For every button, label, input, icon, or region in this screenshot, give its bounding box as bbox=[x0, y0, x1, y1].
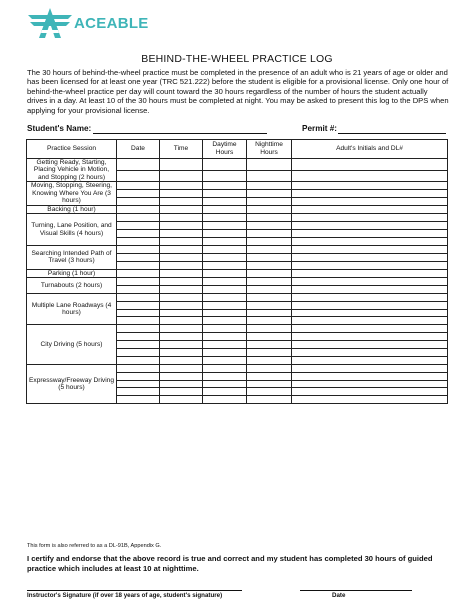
daytime-hours-cell[interactable] bbox=[203, 396, 247, 404]
log-row bbox=[27, 245, 448, 253]
initials-cell[interactable] bbox=[292, 182, 448, 190]
daytime-hours-cell[interactable] bbox=[203, 159, 247, 171]
practice-log-table bbox=[26, 139, 448, 404]
date-cell[interactable] bbox=[117, 364, 160, 372]
date-cell[interactable] bbox=[117, 348, 160, 356]
daytime-hours-cell[interactable] bbox=[203, 222, 247, 230]
daytime-hours-cell[interactable] bbox=[203, 380, 247, 388]
initials-cell[interactable] bbox=[292, 159, 448, 171]
column-header-time: Time bbox=[160, 140, 203, 159]
log-row bbox=[27, 269, 448, 277]
initials-cell[interactable] bbox=[292, 253, 448, 261]
date-cell[interactable] bbox=[117, 170, 160, 182]
time-cell[interactable] bbox=[160, 182, 203, 190]
date-cell[interactable] bbox=[117, 237, 160, 245]
nighttime-hours-cell[interactable] bbox=[247, 170, 292, 182]
date-cell[interactable] bbox=[117, 388, 160, 396]
initials-cell[interactable] bbox=[292, 198, 448, 206]
log-row bbox=[27, 214, 448, 222]
student-name-label: Student's Name: bbox=[27, 124, 92, 133]
time-cell[interactable] bbox=[160, 190, 203, 198]
date-cell[interactable] bbox=[117, 222, 160, 230]
date-label: Date bbox=[332, 592, 346, 599]
daytime-hours-cell[interactable] bbox=[203, 348, 247, 356]
log-row bbox=[27, 182, 448, 190]
date-cell[interactable] bbox=[117, 230, 160, 238]
date-cell[interactable] bbox=[117, 396, 160, 404]
nighttime-hours-cell[interactable] bbox=[247, 222, 292, 230]
practice-log-body bbox=[27, 159, 448, 404]
nighttime-hours-cell[interactable] bbox=[247, 388, 292, 396]
signature-line[interactable] bbox=[27, 590, 242, 591]
nighttime-hours-cell[interactable] bbox=[247, 309, 292, 317]
nighttime-hours-cell[interactable] bbox=[247, 364, 292, 372]
nighttime-hours-cell[interactable] bbox=[247, 261, 292, 269]
initials-cell[interactable] bbox=[292, 222, 448, 230]
column-header-session: Practice Session bbox=[27, 140, 117, 159]
nighttime-hours-cell[interactable] bbox=[247, 237, 292, 245]
permit-label: Permit #: bbox=[302, 124, 338, 133]
date-cell[interactable] bbox=[117, 317, 160, 325]
date-cell[interactable] bbox=[117, 301, 160, 309]
date-cell[interactable] bbox=[117, 277, 160, 285]
aceable-logo-icon bbox=[28, 8, 72, 38]
brand-name: ACEABLE bbox=[74, 14, 149, 32]
nighttime-hours-cell[interactable] bbox=[247, 198, 292, 206]
time-cell[interactable] bbox=[160, 285, 203, 293]
time-cell[interactable] bbox=[160, 309, 203, 317]
time-cell[interactable] bbox=[160, 198, 203, 206]
time-cell[interactable] bbox=[160, 348, 203, 356]
daytime-hours-cell[interactable] bbox=[203, 269, 247, 277]
daytime-hours-cell[interactable] bbox=[203, 301, 247, 309]
daytime-hours-cell[interactable] bbox=[203, 277, 247, 285]
initials-cell[interactable] bbox=[292, 170, 448, 182]
time-cell[interactable] bbox=[160, 222, 203, 230]
date-cell[interactable] bbox=[117, 293, 160, 301]
time-cell[interactable] bbox=[160, 333, 203, 341]
initials-cell[interactable] bbox=[292, 388, 448, 396]
daytime-hours-cell[interactable] bbox=[203, 317, 247, 325]
date-cell[interactable] bbox=[117, 285, 160, 293]
date-cell[interactable] bbox=[117, 253, 160, 261]
nighttime-hours-cell[interactable] bbox=[247, 277, 292, 285]
time-cell[interactable] bbox=[160, 301, 203, 309]
nighttime-hours-cell[interactable] bbox=[247, 230, 292, 238]
time-cell[interactable] bbox=[160, 356, 203, 364]
time-cell[interactable] bbox=[160, 245, 203, 253]
time-cell[interactable] bbox=[160, 372, 203, 380]
daytime-hours-cell[interactable] bbox=[203, 285, 247, 293]
initials-cell[interactable] bbox=[292, 372, 448, 380]
time-cell[interactable] bbox=[160, 325, 203, 333]
initials-cell[interactable] bbox=[292, 380, 448, 388]
initials-cell[interactable] bbox=[292, 261, 448, 269]
initials-cell[interactable] bbox=[292, 269, 448, 277]
initials-cell[interactable] bbox=[292, 364, 448, 372]
daytime-hours-cell[interactable] bbox=[203, 214, 247, 222]
nighttime-hours-cell[interactable] bbox=[247, 285, 292, 293]
log-row bbox=[27, 364, 448, 372]
certification-statement: I certify and endorse that the above record is true and correct and my student has completed 30 hours of guided practice which includes at least 10 at nighttime. bbox=[27, 554, 433, 573]
initials-cell[interactable] bbox=[292, 285, 448, 293]
initials-cell[interactable] bbox=[292, 333, 448, 341]
initials-cell[interactable] bbox=[292, 230, 448, 238]
date-cell[interactable] bbox=[117, 182, 160, 190]
time-cell[interactable] bbox=[160, 396, 203, 404]
time-cell[interactable] bbox=[160, 205, 203, 213]
nighttime-hours-cell[interactable] bbox=[247, 245, 292, 253]
time-cell[interactable] bbox=[160, 293, 203, 301]
session-label: Expressway/Freeway Driving (5 hours) bbox=[27, 364, 117, 403]
session-label: Turnabouts (2 hours) bbox=[27, 277, 117, 293]
initials-cell[interactable] bbox=[292, 190, 448, 198]
session-label: Getting Ready, Starting, Placing Vehicle in Motion, and Stopping (2 hours) bbox=[27, 159, 117, 182]
form-footnote: This form is also referred to as a DL-91B, Appendix G. bbox=[27, 543, 162, 549]
log-row bbox=[27, 159, 448, 171]
time-cell[interactable] bbox=[160, 261, 203, 269]
nighttime-hours-cell[interactable] bbox=[247, 333, 292, 341]
time-cell[interactable] bbox=[160, 388, 203, 396]
initials-cell[interactable] bbox=[292, 356, 448, 364]
nighttime-hours-cell[interactable] bbox=[247, 159, 292, 171]
daytime-hours-cell[interactable] bbox=[203, 388, 247, 396]
daytime-hours-cell[interactable] bbox=[203, 205, 247, 213]
session-label: Multiple Lane Roadways (4 hours) bbox=[27, 293, 117, 325]
initials-cell[interactable] bbox=[292, 237, 448, 245]
nighttime-hours-cell[interactable] bbox=[247, 205, 292, 213]
nighttime-hours-cell[interactable] bbox=[247, 396, 292, 404]
log-row bbox=[27, 293, 448, 301]
nighttime-hours-cell[interactable] bbox=[247, 269, 292, 277]
student-name-field[interactable] bbox=[93, 133, 267, 134]
date-cell[interactable] bbox=[117, 372, 160, 380]
date-line[interactable] bbox=[300, 590, 412, 591]
date-cell[interactable] bbox=[117, 341, 160, 349]
daytime-hours-cell[interactable] bbox=[203, 309, 247, 317]
session-label: Backing (1 hour) bbox=[27, 205, 117, 213]
daytime-hours-cell[interactable] bbox=[203, 190, 247, 198]
date-cell[interactable] bbox=[117, 333, 160, 341]
date-cell[interactable] bbox=[117, 198, 160, 206]
time-cell[interactable] bbox=[160, 380, 203, 388]
time-cell[interactable] bbox=[160, 341, 203, 349]
nighttime-hours-cell[interactable] bbox=[247, 253, 292, 261]
column-header-daytime: Daytime Hours bbox=[203, 140, 247, 159]
date-cell[interactable] bbox=[117, 269, 160, 277]
daytime-hours-cell[interactable] bbox=[203, 341, 247, 349]
initials-cell[interactable] bbox=[292, 214, 448, 222]
daytime-hours-cell[interactable] bbox=[203, 170, 247, 182]
initials-cell[interactable] bbox=[292, 341, 448, 349]
time-cell[interactable] bbox=[160, 159, 203, 171]
initials-cell[interactable] bbox=[292, 277, 448, 285]
permit-number-field[interactable] bbox=[338, 133, 446, 134]
nighttime-hours-cell[interactable] bbox=[247, 341, 292, 349]
column-header-nighttime: Nighttime Hours bbox=[247, 140, 292, 159]
log-row bbox=[27, 205, 448, 213]
time-cell[interactable] bbox=[160, 269, 203, 277]
session-label: Searching Intended Path of Travel (3 hours) bbox=[27, 245, 117, 269]
nighttime-hours-cell[interactable] bbox=[247, 325, 292, 333]
session-label: Parking (1 hour) bbox=[27, 269, 117, 277]
time-cell[interactable] bbox=[160, 230, 203, 238]
nighttime-hours-cell[interactable] bbox=[247, 348, 292, 356]
daytime-hours-cell[interactable] bbox=[203, 261, 247, 269]
time-cell[interactable] bbox=[160, 317, 203, 325]
initials-cell[interactable] bbox=[292, 317, 448, 325]
nighttime-hours-cell[interactable] bbox=[247, 190, 292, 198]
nighttime-hours-cell[interactable] bbox=[247, 317, 292, 325]
initials-cell[interactable] bbox=[292, 396, 448, 404]
table-header-row bbox=[27, 140, 448, 159]
date-cell[interactable] bbox=[117, 214, 160, 222]
page-title: BEHIND-THE-WHEEL PRACTICE LOG bbox=[141, 53, 333, 65]
time-cell[interactable] bbox=[160, 170, 203, 182]
initials-cell[interactable] bbox=[292, 325, 448, 333]
nighttime-hours-cell[interactable] bbox=[247, 182, 292, 190]
session-label: Turning, Lane Position, and Visual Skills (4 hours) bbox=[27, 214, 117, 246]
time-cell[interactable] bbox=[160, 237, 203, 245]
date-cell[interactable] bbox=[117, 380, 160, 388]
time-cell[interactable] bbox=[160, 277, 203, 285]
daytime-hours-cell[interactable] bbox=[203, 230, 247, 238]
session-label: Moving, Stopping, Steering, Knowing Where You Are (3 hours) bbox=[27, 182, 117, 206]
nighttime-hours-cell[interactable] bbox=[247, 380, 292, 388]
aceable-logo bbox=[28, 6, 149, 40]
signature-label: Instructor's Signature (if over 18 years of age, student's signature) bbox=[27, 592, 223, 599]
daytime-hours-cell[interactable] bbox=[203, 237, 247, 245]
date-cell[interactable] bbox=[117, 190, 160, 198]
column-header-date: Date bbox=[117, 140, 160, 159]
initials-cell[interactable] bbox=[292, 245, 448, 253]
daytime-hours-cell[interactable] bbox=[203, 372, 247, 380]
nighttime-hours-cell[interactable] bbox=[247, 372, 292, 380]
initials-cell[interactable] bbox=[292, 293, 448, 301]
daytime-hours-cell[interactable] bbox=[203, 364, 247, 372]
time-cell[interactable] bbox=[160, 214, 203, 222]
time-cell[interactable] bbox=[160, 364, 203, 372]
intro-paragraph: The 30 hours of behind-the-wheel practice must be completed in the presence of an adult who is 21 years of age or older and has been licensed for at least one year (TRC 521.222) before the student is eligible for a provisional license. Only one hour of behind-the-wheel practice per day will count toward the 30 hours regardless of the number of hours the student actually drives in a day. At least 10 of the 30 hours must be completed at night. You may be asked to present this log to the DPS when applying for your provisional license. bbox=[27, 68, 449, 115]
nighttime-hours-cell[interactable] bbox=[247, 293, 292, 301]
date-cell[interactable] bbox=[117, 159, 160, 171]
log-row bbox=[27, 277, 448, 285]
nighttime-hours-cell[interactable] bbox=[247, 214, 292, 222]
column-header-initials: Adult's Initials and DL# bbox=[292, 140, 448, 159]
daytime-hours-cell[interactable] bbox=[203, 325, 247, 333]
initials-cell[interactable] bbox=[292, 301, 448, 309]
daytime-hours-cell[interactable] bbox=[203, 253, 247, 261]
daytime-hours-cell[interactable] bbox=[203, 356, 247, 364]
initials-cell[interactable] bbox=[292, 348, 448, 356]
log-row bbox=[27, 325, 448, 333]
date-cell[interactable] bbox=[117, 245, 160, 253]
date-cell[interactable] bbox=[117, 325, 160, 333]
time-cell[interactable] bbox=[160, 253, 203, 261]
date-cell[interactable] bbox=[117, 261, 160, 269]
daytime-hours-cell[interactable] bbox=[203, 182, 247, 190]
date-cell[interactable] bbox=[117, 309, 160, 317]
daytime-hours-cell[interactable] bbox=[203, 198, 247, 206]
session-label: City Driving (5 hours) bbox=[27, 325, 117, 364]
nighttime-hours-cell[interactable] bbox=[247, 301, 292, 309]
date-cell[interactable] bbox=[117, 205, 160, 213]
initials-cell[interactable] bbox=[292, 309, 448, 317]
daytime-hours-cell[interactable] bbox=[203, 333, 247, 341]
daytime-hours-cell[interactable] bbox=[203, 245, 247, 253]
daytime-hours-cell[interactable] bbox=[203, 293, 247, 301]
date-cell[interactable] bbox=[117, 356, 160, 364]
nighttime-hours-cell[interactable] bbox=[247, 356, 292, 364]
initials-cell[interactable] bbox=[292, 205, 448, 213]
